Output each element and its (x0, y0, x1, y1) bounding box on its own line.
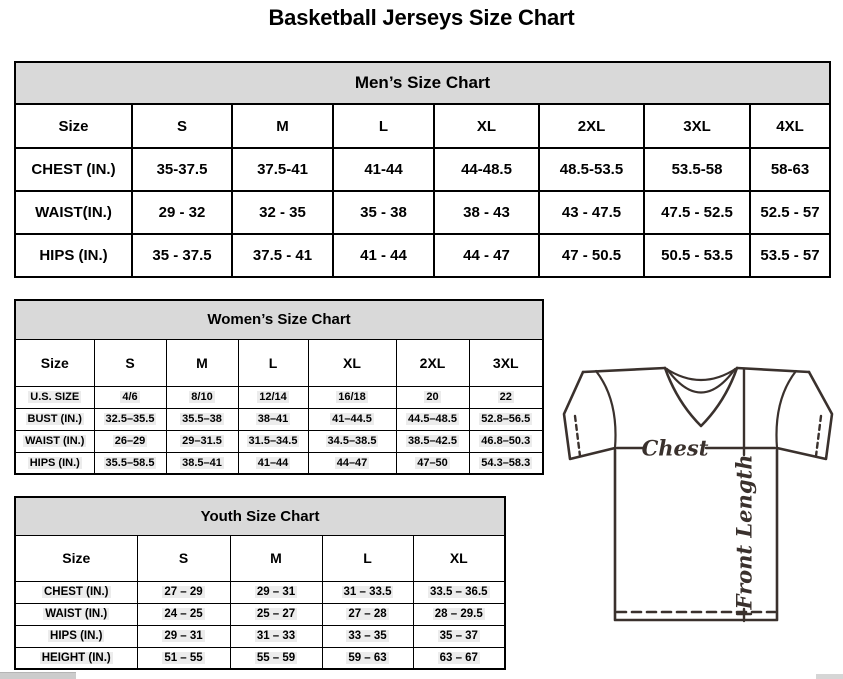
womens-size-chart-table (14, 299, 544, 475)
youth-size-header-row (15, 535, 505, 581)
right-cuff-stitch (816, 416, 821, 456)
value-cell: 20 (396, 386, 469, 408)
column-header-cell: S (94, 339, 166, 386)
row-label-cell: BUST (IN.) (15, 408, 94, 430)
column-header-cell: S (132, 104, 232, 148)
table-row (15, 625, 505, 647)
value-cell: 25 – 27 (230, 603, 322, 625)
table-row (15, 581, 505, 603)
size-corner-cell: Size (15, 104, 132, 148)
value-cell: 8/10 (166, 386, 238, 408)
column-header-cell: L (322, 535, 413, 581)
row-label-cell: CHEST (IN.) (15, 581, 137, 603)
value-cell: 35-37.5 (132, 148, 232, 191)
value-cell: 63 – 67 (413, 647, 505, 669)
row-label-cell: U.S. SIZE (15, 386, 94, 408)
column-header-cell: L (238, 339, 308, 386)
horizontal-scrollbar-thumb[interactable] (0, 672, 76, 679)
left-cuff-stitch (575, 416, 580, 456)
table-row (15, 148, 830, 191)
row-label-cell: HIPS (IN.) (15, 452, 94, 474)
mens-table-header-row (15, 62, 830, 104)
value-cell: 22 (469, 386, 543, 408)
value-cell: 33 – 35 (322, 625, 413, 647)
value-cell: 48.5-53.5 (539, 148, 644, 191)
value-cell: 59 – 63 (322, 647, 413, 669)
value-cell: 41 - 44 (333, 234, 434, 277)
value-cell: 50.5 - 53.5 (644, 234, 750, 277)
table-row (15, 408, 543, 430)
value-cell: 53.5-58 (644, 148, 750, 191)
value-cell: 55 – 59 (230, 647, 322, 669)
value-cell: 51 – 55 (137, 647, 230, 669)
value-cell: 33.5 – 36.5 (413, 581, 505, 603)
front-length-measure-label: Front Length (731, 454, 757, 610)
table-row (15, 234, 830, 277)
value-cell: 34.5–38.5 (308, 430, 396, 452)
value-cell: 37.5-41 (232, 148, 333, 191)
column-header-cell: XL (413, 535, 505, 581)
value-cell: 26–29 (94, 430, 166, 452)
table-row (15, 452, 543, 474)
youth-size-chart-table (14, 496, 506, 670)
value-cell: 31 – 33.5 (322, 581, 413, 603)
value-cell: 24 – 25 (137, 603, 230, 625)
column-header-cell: XL (434, 104, 539, 148)
value-cell: 53.5 - 57 (750, 234, 830, 277)
youth-table-header-row (15, 497, 505, 535)
value-cell: 35 - 38 (333, 191, 434, 234)
value-cell: 35.5–58.5 (94, 452, 166, 474)
value-cell: 32 - 35 (232, 191, 333, 234)
value-cell: 44–47 (308, 452, 396, 474)
value-cell: 28 – 29.5 (413, 603, 505, 625)
value-cell: 31.5–34.5 (238, 430, 308, 452)
value-cell: 35 - 37.5 (132, 234, 232, 277)
row-label-cell: WAIST (IN.) (15, 603, 137, 625)
value-cell: 16/18 (308, 386, 396, 408)
column-header-cell: M (166, 339, 238, 386)
row-label-cell: WAIST (IN.) (15, 430, 94, 452)
value-cell: 41-44 (333, 148, 434, 191)
mens-table-title: Men’s Size Chart (15, 62, 830, 104)
table-row (15, 386, 543, 408)
value-cell: 58-63 (750, 148, 830, 191)
value-cell: 29–31.5 (166, 430, 238, 452)
column-header-cell: S (137, 535, 230, 581)
value-cell: 32.5–35.5 (94, 408, 166, 430)
value-cell: 46.8–50.3 (469, 430, 543, 452)
value-cell: 44.5–48.5 (396, 408, 469, 430)
value-cell: 12/14 (238, 386, 308, 408)
size-corner-cell: Size (15, 535, 137, 581)
value-cell: 52.8–56.5 (469, 408, 543, 430)
table-row (15, 430, 543, 452)
column-header-cell: 4XL (750, 104, 830, 148)
column-header-cell: 3XL (644, 104, 750, 148)
mens-size-header-row (15, 104, 830, 148)
horizontal-scrollbar-button[interactable] (816, 674, 843, 679)
youth-table-title: Youth Size Chart (15, 497, 505, 535)
value-cell: 38 - 43 (434, 191, 539, 234)
womens-size-header-row (15, 339, 543, 386)
womens-table-title: Women’s Size Chart (15, 300, 543, 339)
value-cell: 41–44.5 (308, 408, 396, 430)
value-cell: 31 – 33 (230, 625, 322, 647)
row-label-cell: HIPS (IN.) (15, 234, 132, 277)
column-header-cell: XL (308, 339, 396, 386)
value-cell: 27 – 29 (137, 581, 230, 603)
column-header-cell: M (230, 535, 322, 581)
value-cell: 52.5 - 57 (750, 191, 830, 234)
table-row (15, 603, 505, 625)
value-cell: 44 - 47 (434, 234, 539, 277)
value-cell: 47.5 - 52.5 (644, 191, 750, 234)
value-cell: 41–44 (238, 452, 308, 474)
value-cell: 38.5–41 (166, 452, 238, 474)
table-row (15, 191, 830, 234)
value-cell: 4/6 (94, 386, 166, 408)
jersey-outline (564, 368, 832, 620)
column-header-cell: 3XL (469, 339, 543, 386)
value-cell: 29 – 31 (137, 625, 230, 647)
value-cell: 54.3–58.3 (469, 452, 543, 474)
table-row (15, 647, 505, 669)
value-cell: 35 – 37 (413, 625, 505, 647)
jersey-measurement-diagram (556, 360, 840, 630)
value-cell: 29 - 32 (132, 191, 232, 234)
value-cell: 37.5 - 41 (232, 234, 333, 277)
row-label-cell: HIPS (IN.) (15, 625, 137, 647)
mens-size-chart-table (14, 61, 831, 278)
womens-table-header-row (15, 300, 543, 339)
value-cell: 38.5–42.5 (396, 430, 469, 452)
column-header-cell: 2XL (396, 339, 469, 386)
value-cell: 47 - 50.5 (539, 234, 644, 277)
value-cell: 44-48.5 (434, 148, 539, 191)
row-label-cell: WAIST(IN.) (15, 191, 132, 234)
page-title: Basketball Jerseys Size Chart (268, 5, 575, 30)
row-label-cell: CHEST (IN.) (15, 148, 132, 191)
value-cell: 47–50 (396, 452, 469, 474)
column-header-cell: L (333, 104, 434, 148)
row-label-cell: HEIGHT (IN.) (15, 647, 137, 669)
column-header-cell: M (232, 104, 333, 148)
value-cell: 29 – 31 (230, 581, 322, 603)
value-cell: 35.5–38 (166, 408, 238, 430)
chest-measure-label: Chest (641, 435, 709, 461)
size-corner-cell: Size (15, 339, 94, 386)
column-header-cell: 2XL (539, 104, 644, 148)
value-cell: 43 - 47.5 (539, 191, 644, 234)
value-cell: 38–41 (238, 408, 308, 430)
value-cell: 27 – 28 (322, 603, 413, 625)
